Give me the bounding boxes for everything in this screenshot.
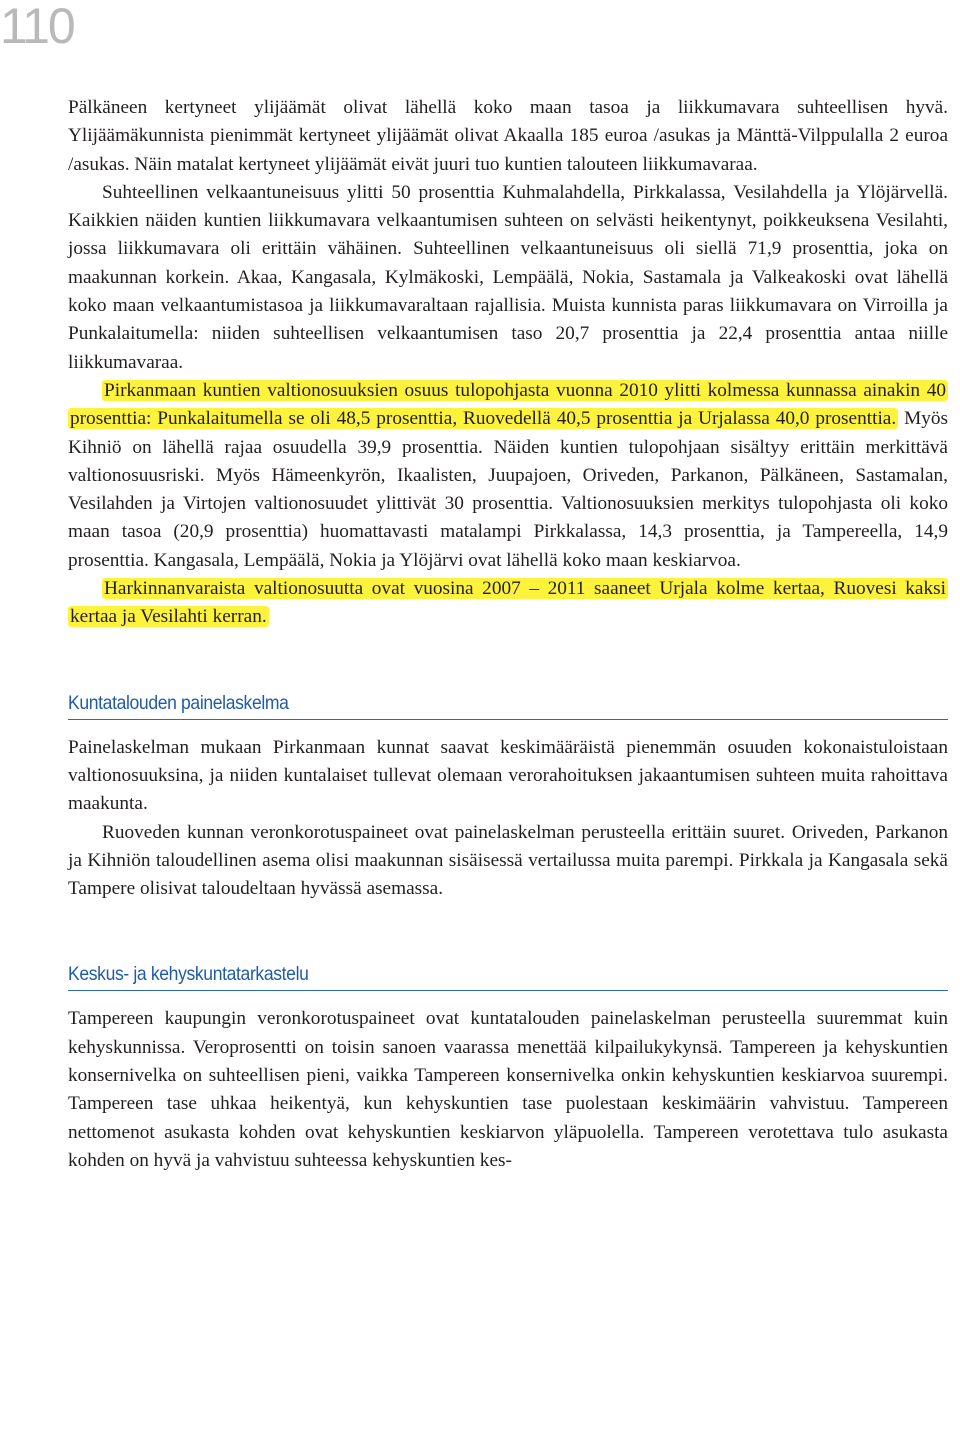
section-keskus-kehys bbox=[68, 961, 948, 1175]
heading-rule bbox=[68, 719, 948, 720]
page-body bbox=[68, 94, 948, 1175]
paragraph-text: Myös Kihniö on lähellä rajaa osuudella 39,9 prosenttia. Näiden kuntien tulopohjaan sisältyy erittäin merkittävä valtionosuusriski. Myös Hämeenkyrön, Ikaalisten, Juupajoen, Oriveden, Parkanon, Pälkäneen, Sastamalan, Vesilahden ja Virtojen valtionosuudet ylittivät 30 prosenttia. Valtionosuuksien merkitys tulopohjasta oli koko maan tasoa (20,9 prosenttia) huomattavasti matalampi Pirkkalassa, 14,3 prosenttia, ja Tampereella, 14,9 prosenttia. Kangasala, Lempäälä, Nokia ja Ylöjärvi ovat lähellä koko maan keskiarvoa. bbox=[68, 408, 949, 571]
highlighted-text: Harkinnanvaraista valtionosuutta ovat vuosina 2007 – 2011 saaneet Urjala kolme kertaa, Ruovesi kaksi kertaa ja Vesilahti kerran. bbox=[70, 578, 946, 628]
paragraph-harkinnanvarainen bbox=[68, 575, 948, 632]
section-painelaskelma bbox=[68, 690, 948, 904]
paragraph-painelaskelma: Painelaskelman mukaan Pirkanmaan kunnat saavat keskimääräistä pienemmän osuuden kokonaistuloistaan valtionosuuksina, ja niiden kuntalaiset tullevat olemaan verorahoituksen jakaantumisen suhteen muita rahoittava maakunta. bbox=[68, 736, 948, 815]
paragraph-ruovesi: Ruoveden kunnan veronkorotuspaineet ovat painelaskelman perusteella erittäin suuret. Oriveden, Parkanon ja Kihniön taloudellinen asema olisi maakunnan sisäisessä vertailussa muita parempi. Pirkkala ja Kangasala sekä Tampere olisivat taloudeltaan hyvässä asemassa. bbox=[68, 821, 948, 900]
section-heading: Keskus- ja kehyskuntatarkastelu bbox=[68, 963, 309, 986]
highlighted-text: Pirkanmaan kuntien valtionosuuksien osuus tulopohjasta vuonna 2010 ylitti kolmessa kunnassa ainakin 40 prosenttia: Punkalaitumella se oli 48,5 prosenttia, Ruovedellä 40,5 prosenttia ja Urjalassa 40,0 prosenttia. bbox=[70, 379, 946, 430]
paragraph-pälkäne: Pälkäneen kertyneet ylijäämät olivat lähellä koko maan tasoa ja liikkumavara suhteellisen hyvä. Ylijäämäkunnista pienimmät kertyneet ylijäämät olivat Akaalla 185 euroa /asukas ja Mänttä-Vilppulalla 2 euroa /asukas. Näin matalat kertyneet ylijäämät eivät juuri tuo kuntien talouteen liikkumavaraa. bbox=[68, 97, 948, 175]
heading-rule bbox=[68, 990, 948, 991]
paragraph-velkaantuneisuus: Suhteellinen velkaantuneisuus ylitti 50 prosenttia Kuhmalahdella, Pirkkalassa, Vesilahdella ja Ylöjärvellä. Kaikkien näiden kuntien liikkumavara velkaantumisen suhteen on selvästi heikentynyt, poikkeuksena Vesilahti, jossa liikkumavara oli erittäin vähäinen. Suhteellinen velkaantuneisuus oli siellä 71,9 prosenttia, joka on maakunnan korkein. Akaa, Kangasala, Kylmäkoski, Lempäälä, Nokia, Sastamala ja Valkeakoski ovat lähellä koko maan velkaantumistasoa ja liikkumavaraltaan rajallisia. Muista kunnista paras liikkumavara on Virroilla ja Punkalaitumella: niiden suhteellisen velkaantumisen taso 20,7 prosenttia ja 22,4 prosenttia antaa niille liikkumavaraa. bbox=[68, 181, 948, 373]
section-heading: Kuntatalouden painelaskelma bbox=[68, 691, 289, 714]
paragraph-valtionosuudet bbox=[68, 377, 948, 575]
paragraph-tampere: Tampereen kaupungin veronkorotuspaineet ovat kuntatalouden painelaskelman perusteella suuremmat kuin kehyskunnissa. Veroprosentti on toisin sanoen vaarassa menettää kilpailukykynsä. Tampereen ja kehyskuntien konsernivelka on suhteellisen pieni, vaikka Tampereen konsernivelka onkin kehyskuntien keskiarvoa suurempi. Tampereen tase uhkaa heikentyä, kun kehyskuntien tase puolestaan keskimäärin vahvistuu. Tampereen nettomenot asukasta kohden ovat kehyskuntien keskiarvon yläpuolella. Tampereen verotettava tulo asukasta kohden on hyvä ja vahvistuu suhteessa kehyskuntien kes- bbox=[68, 1008, 948, 1171]
page-number: 110 bbox=[0, 0, 74, 54]
